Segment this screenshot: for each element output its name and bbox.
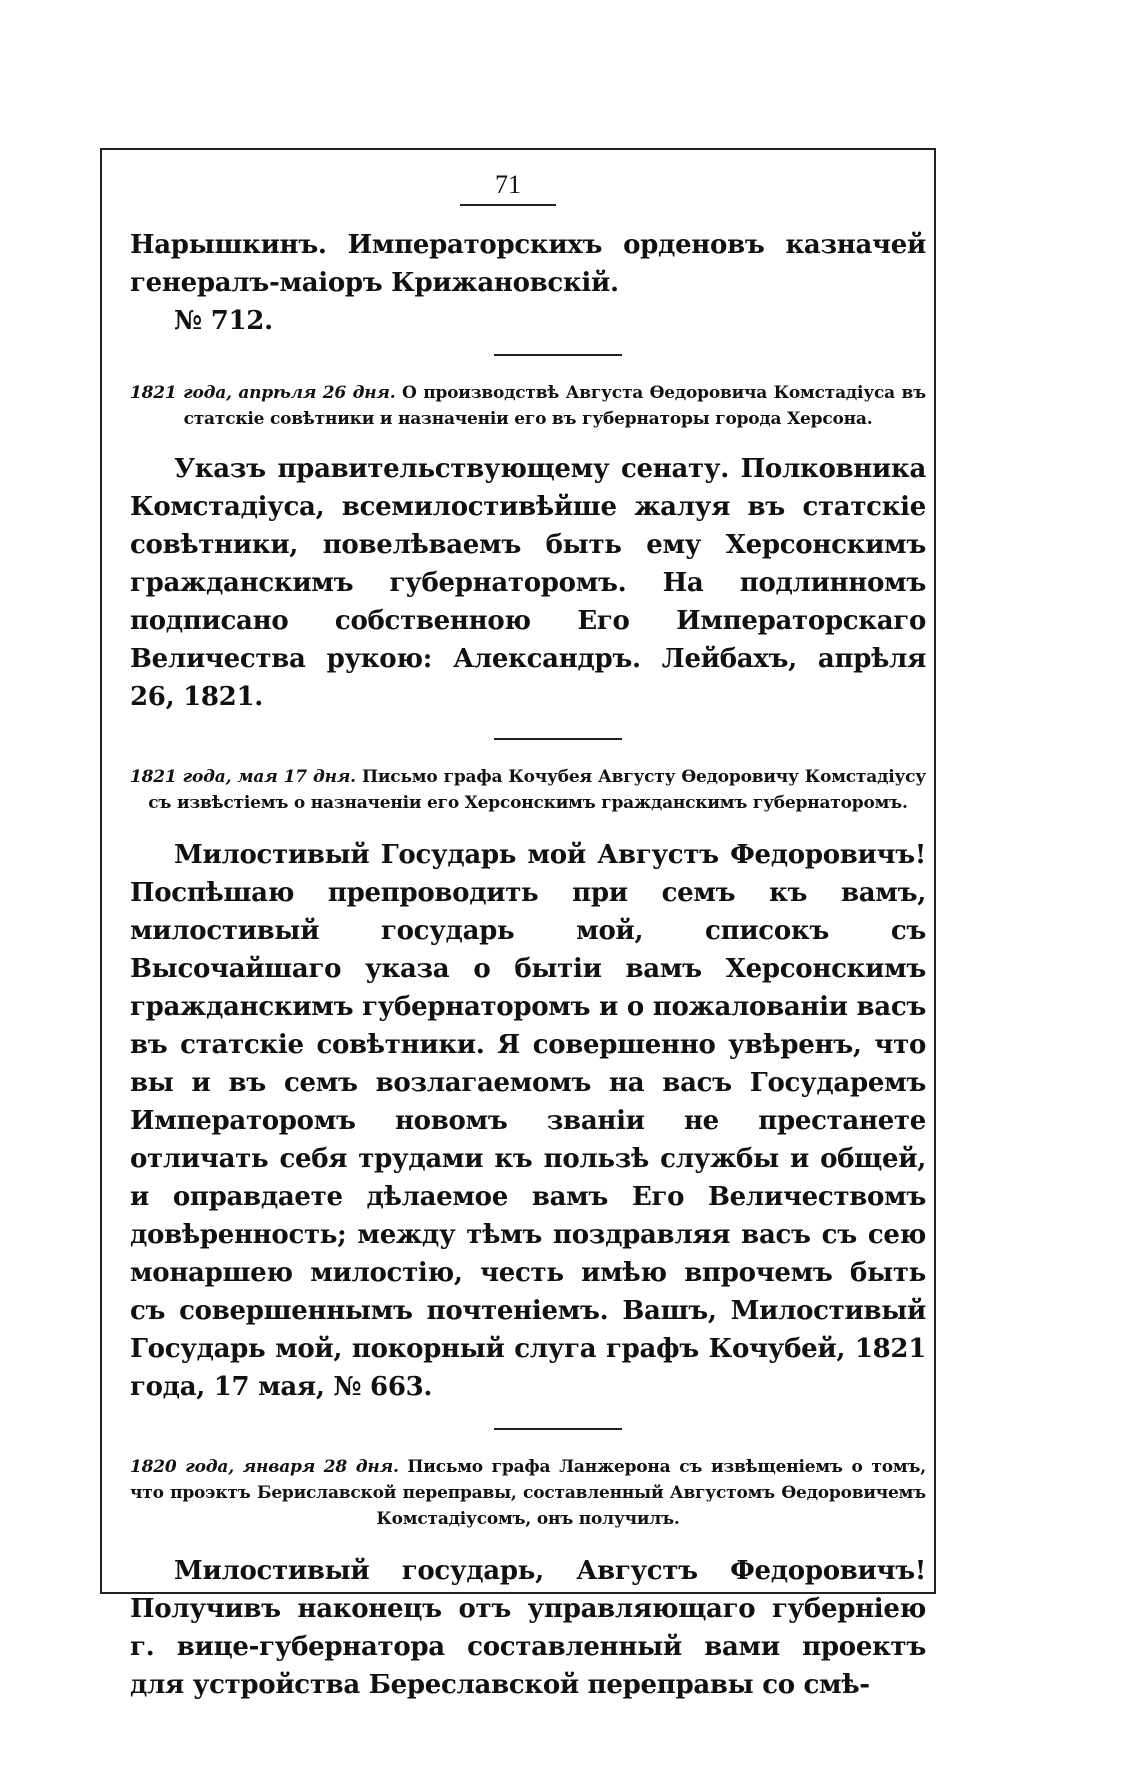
section-divider — [494, 354, 622, 356]
section-title-3: Письмо графа Ланжерона съ извѣщеніемъ о томъ, что проэктъ Бериславской переправы, составленный Августомъ Ѳедоровичемъ Комстадіусомъ, онъ получилъ. — [130, 1457, 926, 1529]
section-body-1: Указъ правительствующему сенату. Полковника Комстадіуса, всемилостивѣйше жалуя въ статскіе совѣтники, повелѣваемъ быть ему Херсонскимъ гражданскимъ губернаторомъ. На подлинномъ подписано собственною Его Императорскаго Величества рукою: Александръ. Лейбахъ, апрѣля 26, 1821. — [130, 454, 926, 712]
page-number: 71 — [460, 170, 556, 206]
section-heading-3 — [130, 1454, 926, 1532]
section-date-2: 1821 года, мая 17 дня. — [130, 767, 356, 787]
section-date-3: 1820 года, января 28 дня. — [130, 1457, 399, 1477]
section-date-1: 1821 года, апрѣля 26 дня. — [130, 383, 396, 403]
continuation-text: Нарышкинъ. Императорскихъ орденовъ казначей генералъ-маіоръ Крижановскій. — [130, 230, 926, 298]
section-body-2: Милостивый Государь мой Августъ Федоровичъ! Поспѣшаю препроводить при семъ къ вамъ, милостивый государь мой, списокъ съ Высочайшаго указа о бытіи вамъ Херсонскимъ гражданскимъ губернаторомъ и о пожалованіи васъ въ статскіе совѣтники. Я совершенно увѣренъ, что вы и въ семъ возлагаемомъ на васъ Государемъ Императоромъ новомъ званіи не престанете отличать себя трудами къ пользѣ службы и общей, и оправдаете дѣлаемое вамъ Его Величествомъ довѣренность; между тѣмъ поздравляя васъ съ сею монаршею милостію, честь имѣю впрочемъ быть съ совершеннымъ почтеніемъ. Вашъ, Милостивый Государь мой, покорный слуга графъ Кочубей, 1821 года, 17 мая, № 663. — [130, 840, 926, 1402]
section-body-3: Милостивый государь, Августъ Федоровичъ! Получивъ наконецъ отъ управляющаго губерніею г. вице-губернатора составленный вами проектъ для устройства Береславской переправы со смѣ- — [130, 1556, 926, 1700]
document-number: № 712. — [174, 306, 273, 336]
section-heading-1 — [130, 380, 926, 432]
section-divider — [494, 738, 622, 740]
section-title-2: Письмо графа Кочубея Августу Ѳедоровичу Комстадіусу съ извѣстіемъ о назначеніи его Херсонскимъ гражданскимъ губернаторомъ. — [148, 767, 926, 813]
section-divider — [494, 1428, 622, 1430]
section-title-1: О производствѣ Августа Ѳедоровича Комстадіуса въ статскіе совѣтники и назначеніи его въ губернаторы города Херсона. — [183, 383, 926, 429]
page-content — [130, 170, 926, 1704]
section-heading-2 — [130, 764, 926, 816]
